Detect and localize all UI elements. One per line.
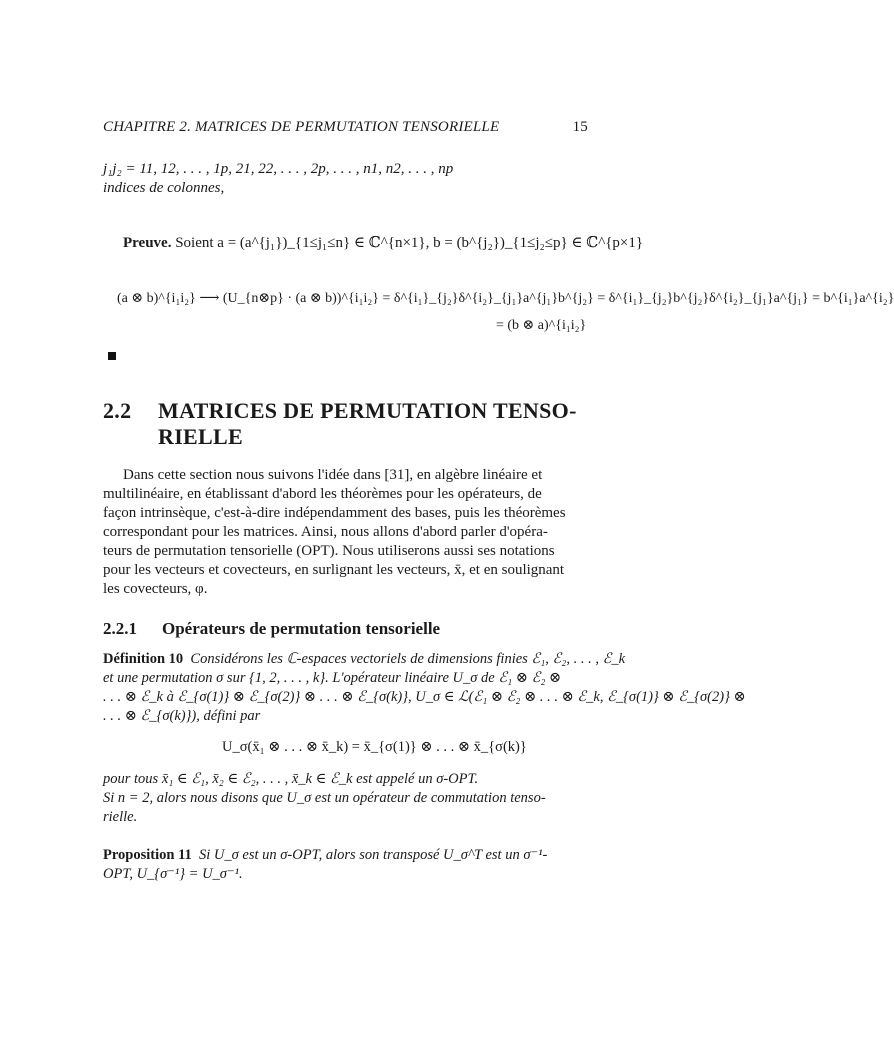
section-title: MATRICES DE PERMUTATION TENSO-RIELLE [158, 398, 577, 449]
definition-after-line: Si n = 2, alors nous disons que U_σ est un opérateur de commutation tenso- [103, 790, 546, 806]
subsection-number: 2.2.1 [103, 619, 137, 638]
running-title: CHAPITRE 2. MATRICES DE PERMUTATION TENSORIELLE [103, 119, 500, 135]
subsection-title: Opérateurs de permutation tensorielle [162, 619, 441, 638]
paragraph-line: teurs de permutation tensorielle (OPT). Nous utiliserons aussi ses notations [103, 543, 555, 559]
definition-block [103, 650, 746, 726]
proof-text: Soient a = (a^{j₁})_{1≤j₁≤n} ∈ ℂ^{n×1}, b = (b^{j₂})_{1≤j₂≤p} ∈ ℂ^{p×1} [175, 235, 644, 251]
running-header [103, 119, 588, 139]
proof-equation-line2: = (b ⊗ a)^{i₁i₂} [496, 318, 587, 333]
paragraph-line: les covecteurs, φ. [103, 581, 208, 597]
proposition-line: OPT, U_{σ⁻¹} = U_σ⁻¹. [103, 866, 243, 882]
proposition-line: Si U_σ est un σ-OPT, alors son transposé U_σ^T est un σ⁻¹- [199, 847, 548, 863]
qed-square [108, 352, 116, 360]
paragraph-line: façon intrinsèque, c'est-à-dire indépendamment des bases, puis les théorèmes [103, 505, 566, 521]
paragraph-line: multilinéaire, en établissant d'abord les théorèmes pour les opérateurs, de [103, 486, 542, 502]
definition-label: Définition 10 [103, 651, 184, 667]
definition-line: . . . ⊗ ℰ_k à ℰ_{σ(1)} ⊗ ℰ_{σ(2)} ⊗ . . . ⊗ ℰ_{σ(k)}, U_σ ∈ ℒ(ℰ₁ ⊗ ℰ₂ ⊗ . . . ⊗ ℰ_k, ℰ_{σ(1)} ⊗ ℰ_{σ(2)} ⊗ [103, 689, 746, 705]
proof-statement [123, 234, 644, 252]
paragraph-line: Dans cette section nous suivons l'idée dans [31], en algèbre linéaire et [123, 467, 543, 483]
definition-continuation [103, 770, 593, 827]
paragraph-line: pour les vecteurs et covecteurs, en surlignant les vecteurs, x̄, et en soulignant [103, 562, 565, 578]
definition-line: et une permutation σ sur {1, 2, . . . , k}. L'opérateur linéaire U_σ de ℰ₁ ⊗ ℰ₂ ⊗ [103, 670, 562, 686]
definition-after-line: pour tous x̄₁ ∈ ℰ₁, x̄₂ ∈ ℰ₂, . . . , x̄_k ∈ ℰ_k est appelé un σ-OPT. [103, 771, 479, 787]
proof-equation-line1: (a ⊗ b)^{i₁i₂} ⟶ (U_{n⊗p} · (a ⊗ b))^{i₁i₂} = δ^{i₁}_{j₂}δ^{i₂}_{j₁}a^{j₁}b^{j₂} = δ^{i₁}_{j₂}b^{j₂}δ^{i₂}_{j₁}a^{j₁} = b^{i₁}a^{i₂} [117, 291, 894, 306]
proof-label: Preuve. [123, 235, 172, 251]
definition-line: . . . ⊗ ℰ_{σ(k)}), défini par [103, 708, 261, 724]
paragraph-line: correspondant pour les matrices. Ainsi, nous allons d'abord parler d'opéra- [103, 524, 548, 540]
definition-after-line: rielle. [103, 809, 138, 825]
definition-line: Considérons les ℂ-espaces vectoriels de dimensions finies ℰ₁, ℰ₂, . . . , ℰ_k [190, 651, 626, 667]
section-paragraph [103, 466, 588, 599]
proposition-block [103, 846, 593, 884]
index-caption: indices de colonnes, [103, 180, 225, 196]
section-number: 2.2 [103, 398, 132, 423]
proposition-label: Proposition 11 [103, 847, 192, 863]
page-number: 15 [572, 119, 588, 135]
definition-display-equation: U_σ(x̄₁ ⊗ . . . ⊗ x̄_k) = x̄_{σ(1)} ⊗ . . . ⊗ x̄_{σ(k)} [222, 739, 527, 755]
index-line-text: j₁j₂ = 11, 12, . . . , 1p, 21, 22, . . . , 2p, . . . , n1, n2, . . . , np [103, 161, 454, 177]
index-line [103, 160, 588, 178]
